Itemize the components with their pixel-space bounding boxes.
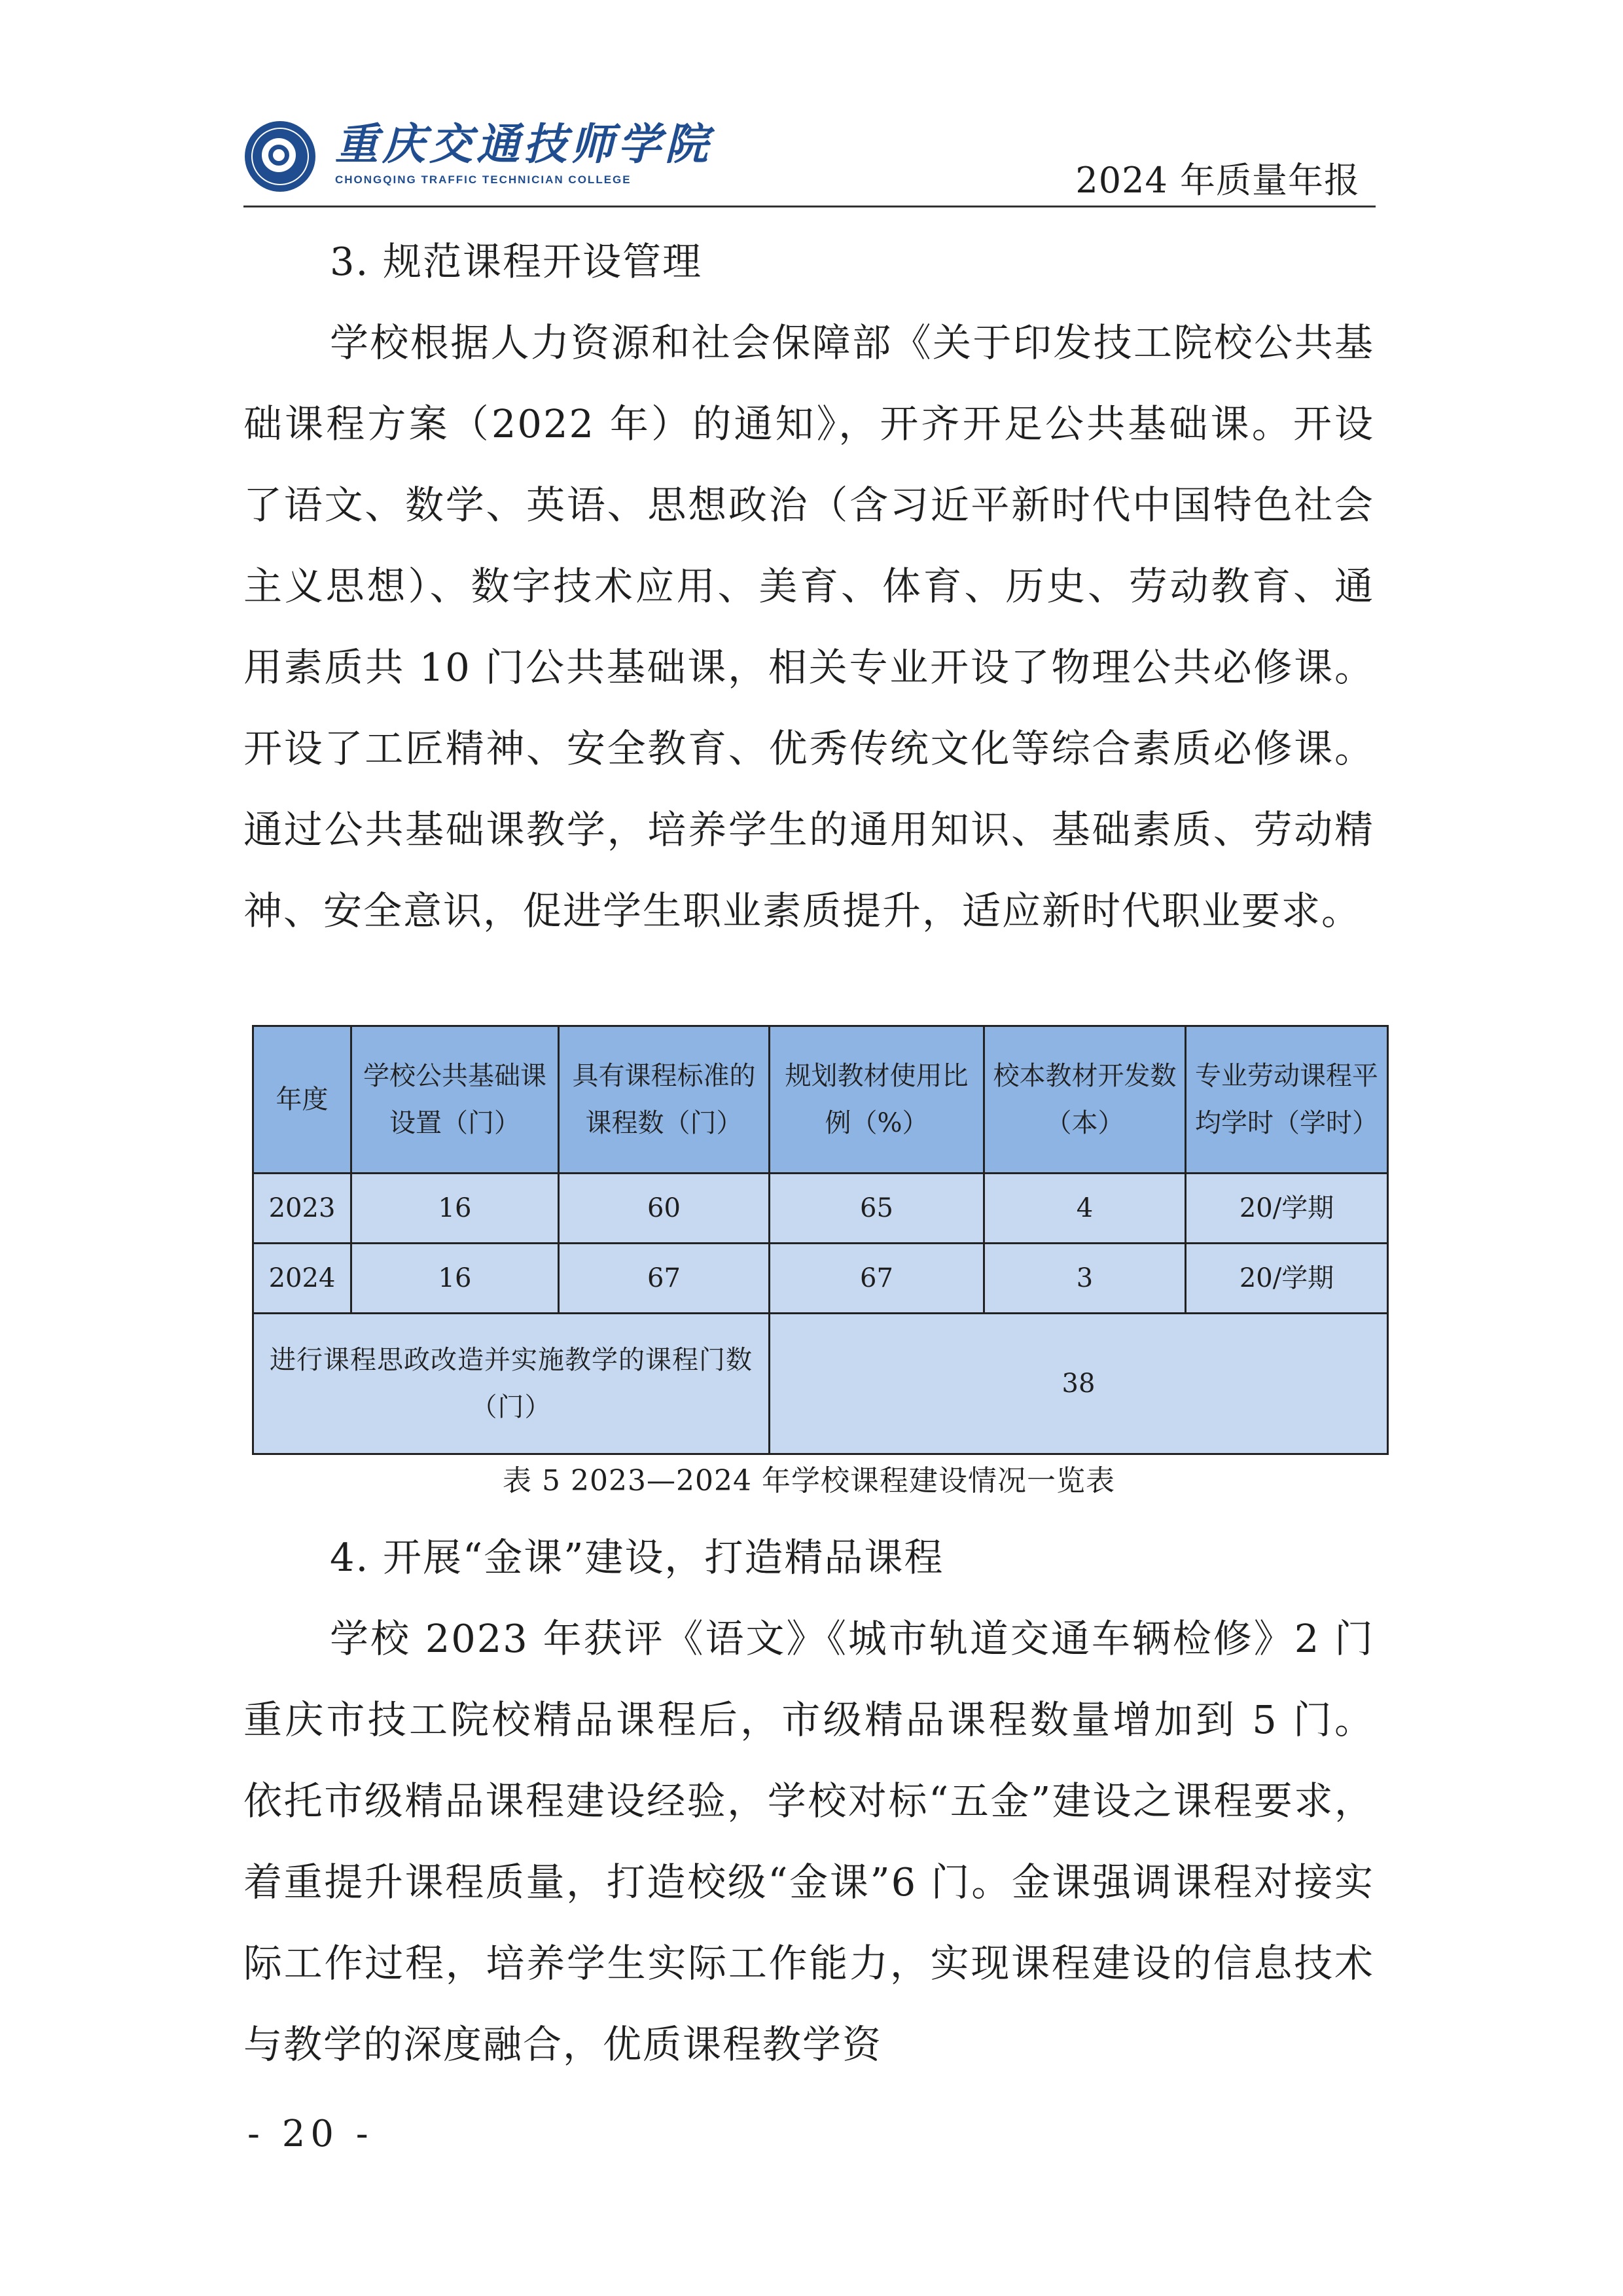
table-cell: 16 bbox=[351, 1244, 559, 1314]
course-construction-table bbox=[252, 1025, 1389, 1455]
table-cell: 65 bbox=[770, 1174, 984, 1244]
table-cell: 4 bbox=[984, 1174, 1186, 1244]
table-header-cell: 校本教材开发数（本） bbox=[984, 1026, 1186, 1174]
page-number: - 20 - bbox=[247, 2113, 374, 2155]
table-summary-row bbox=[253, 1314, 1388, 1454]
table-header-cell: 规划教材使用比例（%） bbox=[770, 1026, 984, 1174]
section-4-paragraph: 学校 2023 年获评《语文》《城市轨道交通车辆检修》2 门重庆市技工院校精品课程后，市级精品课程数量增加到 5 门。依托市级精品课程建设经验，学校对标“五金”建设之课程要求，着重提升课程质量，打造校级“金课”6 门。金课强调课程对接实际工作过程，培养学生实际工作能力，实现课程建设的信息技术与教学的深度融合，优质课程教学资 bbox=[243, 1616, 1374, 2067]
section-3-paragraph: 学校根据人力资源和社会保障部《关于印发技工院校公共基础课程方案（2022 年）的通知》，开齐开足公共基础课。开设了语文、数学、英语、思想政治（含习近平新时代中国特色社会主义思想）、数字技术应用、美育、体育、历史、劳动教育、通用素质共 10 门公共基础课，相关专业开设了物理公共必修课。开设了工匠精神、安全教育、优秀传统文化等综合素质必修课。通过公共基础课教学，培养学生的通用知识、基础素质、劳动精神、安全意识，促进学生职业素质提升，适应新时代职业要求。 bbox=[243, 320, 1374, 933]
table-row bbox=[253, 1244, 1388, 1314]
summary-value: 38 bbox=[770, 1314, 1388, 1454]
section-3 bbox=[243, 221, 1374, 952]
table-row bbox=[253, 1174, 1388, 1244]
table-cell: 67 bbox=[770, 1244, 984, 1314]
table-cell: 60 bbox=[559, 1174, 770, 1244]
table-cell: 2023 bbox=[253, 1174, 351, 1244]
section-4-heading: 4. 开展“金课”建设，打造精品课程 bbox=[330, 1535, 944, 1580]
table-cell: 20/学期 bbox=[1186, 1244, 1388, 1314]
school-name-cn: 重庆交通技师学院 bbox=[335, 118, 712, 170]
table-header-cell: 年度 bbox=[253, 1026, 351, 1174]
table-cell: 16 bbox=[351, 1174, 559, 1244]
page-header bbox=[243, 108, 1376, 206]
report-title: 2024 年质量年报 bbox=[1075, 160, 1360, 201]
school-name-en: CHONGQING TRAFFIC TECHNICIAN COLLEGE bbox=[335, 173, 632, 186]
table-caption: 表 5 2023—2024 年学校课程建设情况一览表 bbox=[503, 1464, 1115, 1498]
summary-label: 进行课程思政改造并实施教学的课程门数（门） bbox=[253, 1314, 770, 1454]
table-header-cell: 学校公共基础课设置（门） bbox=[351, 1026, 559, 1174]
table-header-cell: 具有课程标准的课程数（门） bbox=[559, 1026, 770, 1174]
college-emblem-icon bbox=[245, 121, 315, 192]
header-divider bbox=[243, 206, 1376, 207]
table-cell: 67 bbox=[559, 1244, 770, 1314]
table-header-row bbox=[253, 1026, 1388, 1174]
section-4 bbox=[243, 1517, 1374, 2085]
table-cell: 20/学期 bbox=[1186, 1174, 1388, 1244]
section-3-heading: 3. 规范课程开设管理 bbox=[330, 239, 703, 284]
table-cell: 3 bbox=[984, 1244, 1186, 1314]
table-header-cell: 专业劳动课程平均学时（学时） bbox=[1186, 1026, 1388, 1174]
table-cell: 2024 bbox=[253, 1244, 351, 1314]
